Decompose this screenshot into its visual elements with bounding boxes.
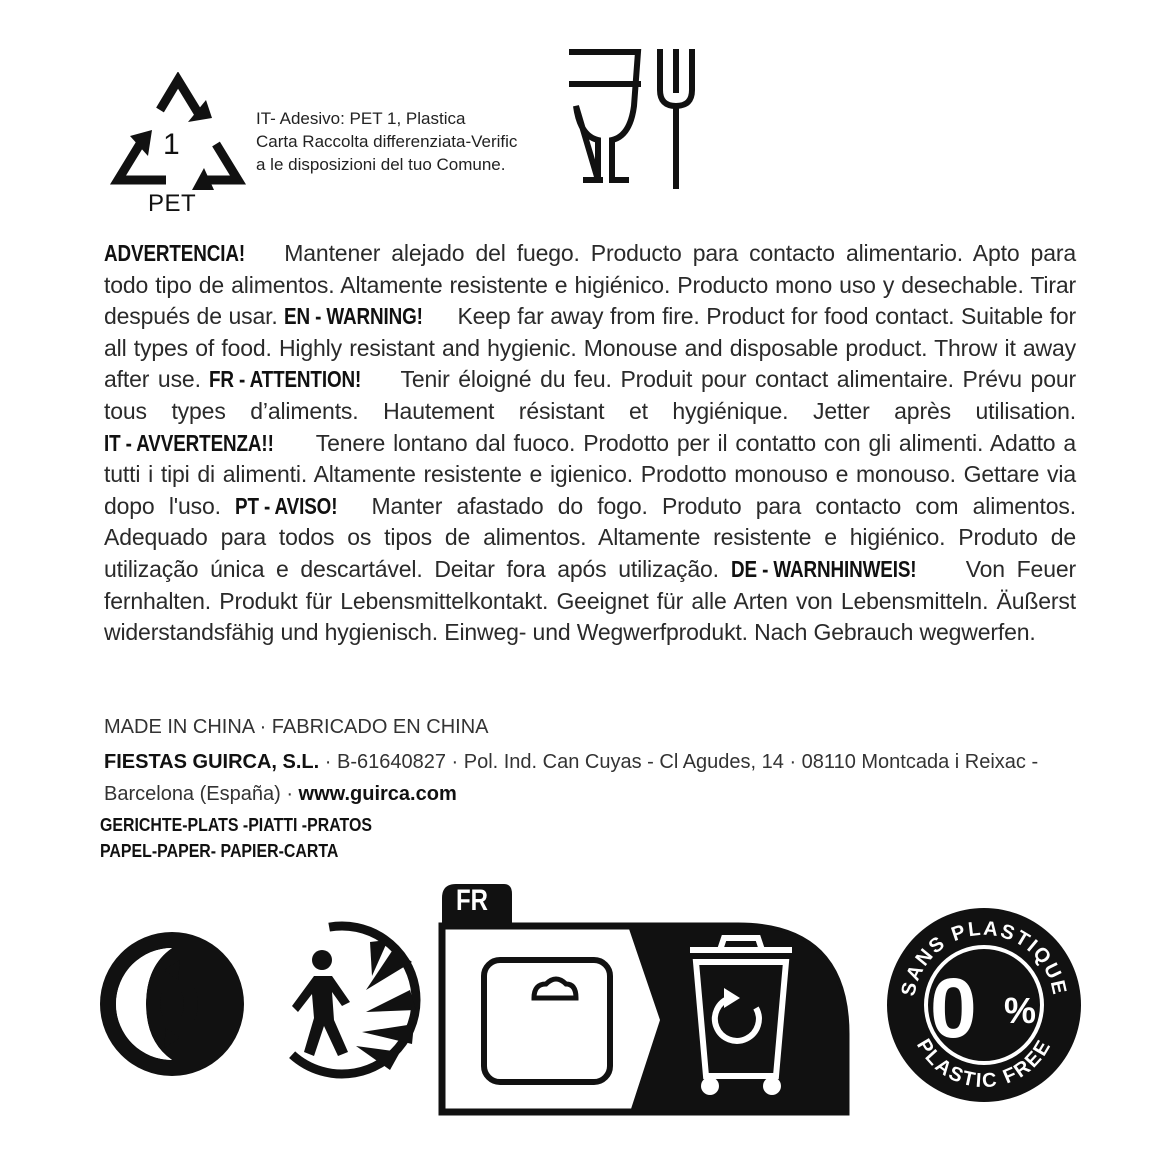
warning-text-en: Keep far away from fire. Product for food contact. Suitable for all types of food. Highly resistant and hygienic. Monouse and disposable product. Throw it away after use.: [104, 303, 1077, 393]
materials-info: [100, 812, 372, 864]
warning-text-es: Mantener alejado del fuego. Producto para contacto alimentario. Apto para todo tipo de alimentos. Altamente resistente e higiénico. Producto mono uso y desechable. Tirar después de usar.: [104, 240, 1076, 330]
warning-heading-es: ADVERTENCIA!: [104, 240, 246, 266]
warnings-paragraph: [104, 238, 1076, 649]
warning-heading-fr: FR - ATTENTION!: [209, 366, 362, 393]
warning-text-it: Tenere lontano dal fuoco. Prodotto per il contatto con gli alimenti. Adatto a tutti i tipi di alimenti. Altamente resistente e igienico. Prodotto monouso e monouso. Gettare via dopo l'uso.: [104, 429, 1076, 519]
materials-line: GERICHTE-PLATS -PIATTI -PRATOS: [100, 814, 372, 835]
triman-country-tag: FR: [456, 884, 488, 917]
badge-bottom-text: PLASTIC FREE: [912, 1035, 1056, 1093]
materials-line: PAPEL-PAPER- PAPIER-CARTA: [100, 840, 339, 861]
badge-top-text: SANS PLASTIQUE: [897, 917, 1071, 999]
company-info: [104, 746, 1064, 810]
triman-sorting-icon: [438, 880, 850, 1116]
green-dot-icon: [98, 930, 246, 1078]
recycling-code: PET: [148, 190, 197, 217]
badge-value: 0: [930, 961, 977, 1055]
italian-disposal-note: [256, 107, 556, 176]
origin-line: MADE IN CHINA · FABRICADO EN CHINA: [104, 716, 489, 738]
warning-text-de: Von Feuer fernhalten. Produkt für Lebensmittelkontakt. Geeignet für alle Arten von Lebensmitteln. Äußerst widerstandsfähig und hygienisch. Einweg- und Wegwerfprodukt. Nach Gebrauch wegwerfen.: [104, 555, 1076, 646]
note-line: IT- Adesivo: PET 1, Plastica: [256, 109, 466, 128]
tidyman-icon: [262, 920, 422, 1080]
note-line: Carta Raccolta differenziata-Verific: [256, 132, 518, 151]
note-line: a le disposizioni del tuo Comune.: [256, 155, 506, 174]
company-website: www.guirca.com: [298, 783, 457, 805]
warning-heading-pt: PT - AVISO!: [235, 492, 338, 519]
company-name: FIESTAS GUIRCA, S.L.: [104, 751, 320, 773]
plastic-free-badge-icon: [884, 905, 1084, 1105]
warning-heading-en: EN - WARNING!: [284, 303, 424, 330]
warning-heading-it: IT - AVVERTENZA!!: [104, 429, 274, 456]
warning-text-fr: Tenir éloigné du feu. Produit pour contact alimentaire. Prévu pour tous types d’aliments. Hautement résistant et hygiénique. Jetter après utilisation.: [104, 366, 1076, 424]
badge-unit: %: [1004, 990, 1037, 1031]
warning-heading-de: DE - WARNHINWEIS!: [730, 555, 917, 582]
recycling-number: 1: [163, 128, 180, 161]
company-address: · B-61640827 · Pol. Ind. Can Cuyas - Cl Agudes, 14 · 08110 Montcada i Reixac - Barcelona (España) ·: [104, 751, 1039, 805]
glass-fork-icon: [564, 44, 700, 190]
warning-text-pt: Manter afastado do fogo. Produto para contacto com alimentos. Adequado para todos os tipos de alimentos. Altamente resistente e higiénico. Produto de utilização única e descartável. Deitar fora após utilização.: [104, 492, 1076, 582]
